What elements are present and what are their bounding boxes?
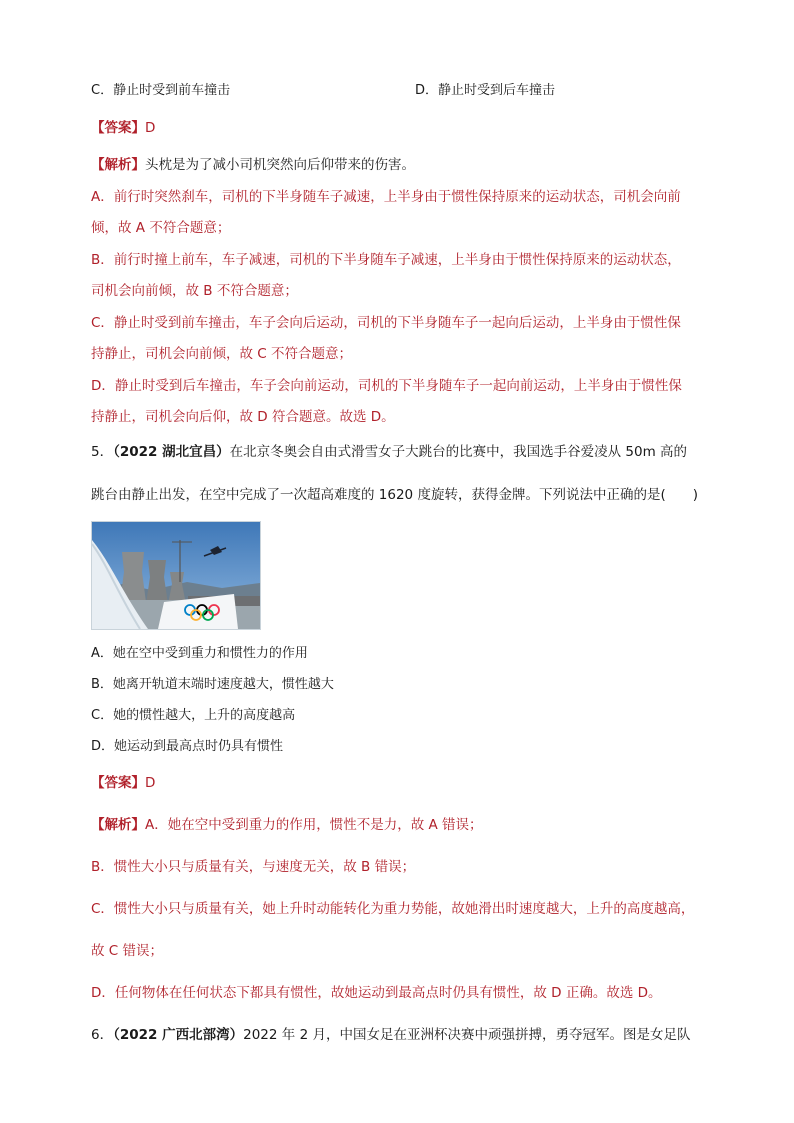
q5-option-b: B．她离开轨道末端时速度越大，惯性越大: [91, 677, 334, 692]
answer-row: [91, 118, 155, 138]
analysis-b-line1: B．前行时撞上前车，车子减速，司机的下半身随车子减速，上半身由于惯性保持原来的运动状态，: [91, 252, 681, 268]
q5-analysis-d: D．任何物体在任何状态下都具有惯性，故她运动到最高点时仍具有惯性，故 D 正确。故选 D。: [91, 985, 662, 1001]
ski-jump-illustration: [92, 522, 260, 629]
q5-analysis-c-line2: 故 C 错误；: [91, 943, 164, 959]
analysis-d-line2: 持静止，司机会向后仰，故 D 符合题意。故选 D。: [91, 409, 395, 425]
answer-label: 【答案】: [91, 120, 145, 136]
option-d: D．静止时受到后车撞击: [415, 83, 556, 98]
q5-source: （2022 湖北宜昌）: [113, 444, 230, 460]
q5-analysis-c-line1: C．惯性大小只与质量有关，她上升时动能转化为重力势能，故她滑出时速度越大，上升的高度越高，: [91, 901, 695, 917]
q5-number: 5．: [91, 444, 114, 460]
q5-answer-row: [91, 773, 155, 793]
q5-analysis-b: B．惯性大小只与质量有关，与速度无关，故 B 错误；: [91, 859, 416, 875]
analysis-b-line2: 司机会向前倾，故 B 不符合题意；: [91, 283, 298, 299]
q5-answer-label: 【答案】: [91, 775, 145, 791]
q5-option-d: D．她运动到最高点时仍具有惯性: [91, 739, 284, 754]
analysis-c-line1: C．静止时受到前车撞击，车子会向后运动，司机的下半身随车子一起向后运动，上半身由于惯性保: [91, 315, 681, 331]
q5-stem-1: 在北京冬奥会自由式滑雪女子大跳台的比赛中，我国选手谷爱凌从 50m 高的: [229, 444, 688, 460]
q5-stem-line1: [91, 442, 687, 462]
q5-option-a: A．她在空中受到重力和惯性力的作用: [91, 646, 308, 661]
answer-value: D: [145, 120, 156, 136]
q5-stem-line2: 跳台由静止出发，在空中完成了一次超高难度的 1620 度旋转，获得金牌。下列说法中正确的是( ): [91, 487, 698, 503]
q6-stem-line1: [91, 1025, 690, 1045]
q5-option-c: C．她的惯性越大，上升的高度越高: [91, 708, 296, 723]
analysis-intro: 头枕是为了减小司机突然向后仰带来的伤害。: [145, 157, 415, 173]
q5-analysis-label: 【解析】: [91, 817, 145, 833]
q5-answer-value: D: [145, 775, 156, 791]
analysis-label: 【解析】: [91, 157, 145, 173]
analysis-a-line1: A．前行时突然刹车，司机的下半身随车子减速，上半身由于惯性保持原来的运动状态，司机会向前: [91, 189, 681, 205]
q6-number: 6．: [91, 1027, 114, 1043]
analysis-c-line2: 持静止，司机会向前倾，故 C 不符合题意；: [91, 346, 353, 362]
q5-analysis-a: A．她在空中受到重力的作用，惯性不是力，故 A 错误；: [145, 817, 483, 833]
analysis-row: [91, 155, 415, 175]
q6-source: （2022 广西北部湾）: [113, 1027, 244, 1043]
option-c: C．静止时受到前车撞击: [91, 83, 231, 98]
cooling-tower-2: [146, 560, 168, 604]
analysis-a-line2: 倾，故 A 不符合题意；: [91, 220, 231, 236]
ski-jump-photo: [91, 521, 261, 630]
q6-stem-1: 2022 年 2 月，中国女足在亚洲杯决赛中顽强拼搏，勇夺冠军。图是女足队: [243, 1027, 691, 1043]
q5-analysis-row: [91, 815, 483, 835]
analysis-d-line1: D．静止时受到后车撞击，车子会向前运动，司机的下半身随车子一起向前运动，上半身由于惯性保: [91, 378, 682, 394]
